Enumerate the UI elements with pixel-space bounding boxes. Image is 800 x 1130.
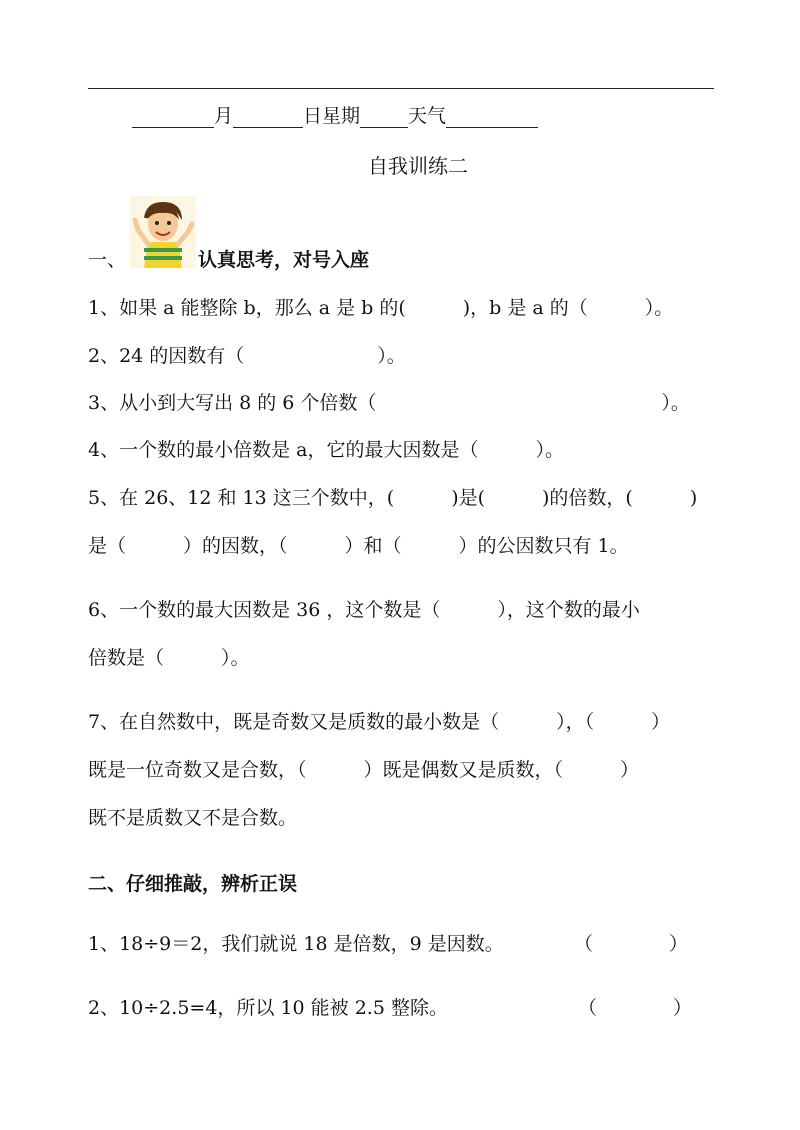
day-week-label: 日星期 [303, 105, 361, 127]
page-title: 自我训练二 [368, 154, 468, 178]
question-1-7-line1: 7、在自然数中，既是奇数又是质数的最小数是（ ），（ ） [88, 711, 671, 733]
header-rule [88, 88, 714, 89]
question-1-7-line2: 既是一位奇数又是合数，（ ）既是偶数又是质数，（ ） [88, 759, 640, 781]
weather-blank[interactable] [446, 107, 538, 128]
question-2-1: 1、18÷9＝2，我们就说 18 是倍数，9 是因数。 [88, 933, 504, 955]
month-label: 月 [214, 105, 234, 127]
question-1-3: 3、从小到大写出 8 的 6 个倍数（ ）。 [88, 392, 690, 414]
question-2-2: 2、10÷2.5=4，所以 10 能被 2.5 整除。 [88, 997, 448, 1019]
section1-prefix: 一、 [88, 249, 127, 271]
answer-paren-2-2[interactable]: （ ） [578, 997, 693, 1019]
month-blank[interactable] [132, 107, 214, 128]
question-1-2: 2、24 的因数有（ ）。 [88, 345, 406, 367]
question-1-5-line2: 是（ ）的因数，（ ）和（ ）的公因数只有 1。 [88, 535, 629, 557]
question-1-7-line3: 既不是质数又不是合数。 [88, 807, 298, 829]
question-1-5-line1: 5、在 26、12 和 13 这三个数中，( )是( )的倍数，( ) [88, 487, 698, 509]
section1-title: 认真思考，对号入座 [198, 249, 370, 271]
week-blank[interactable] [360, 107, 408, 128]
answer-paren-2-1[interactable]: （ ） [574, 933, 689, 955]
question-1-4: 4、一个数的最小倍数是 a，它的最大因数是（ ）。 [88, 439, 564, 461]
date-weather-line [132, 104, 538, 128]
section2-title: 二、仔细推敲，辨析正误 [88, 873, 298, 895]
question-1-6-line2: 倍数是（ ）。 [88, 647, 250, 669]
cartoon-boy-icon [130, 196, 196, 268]
day-blank[interactable] [233, 107, 303, 128]
weather-label: 天气 [408, 105, 447, 127]
question-1-1: 1、如果 a 能整除 b，那么 a 是 b 的( )，b 是 a 的（ ）。 [88, 297, 674, 319]
question-1-6-line1: 6、一个数的最大因数是 36 ，这个数是（ ），这个数的最小 [88, 599, 640, 621]
